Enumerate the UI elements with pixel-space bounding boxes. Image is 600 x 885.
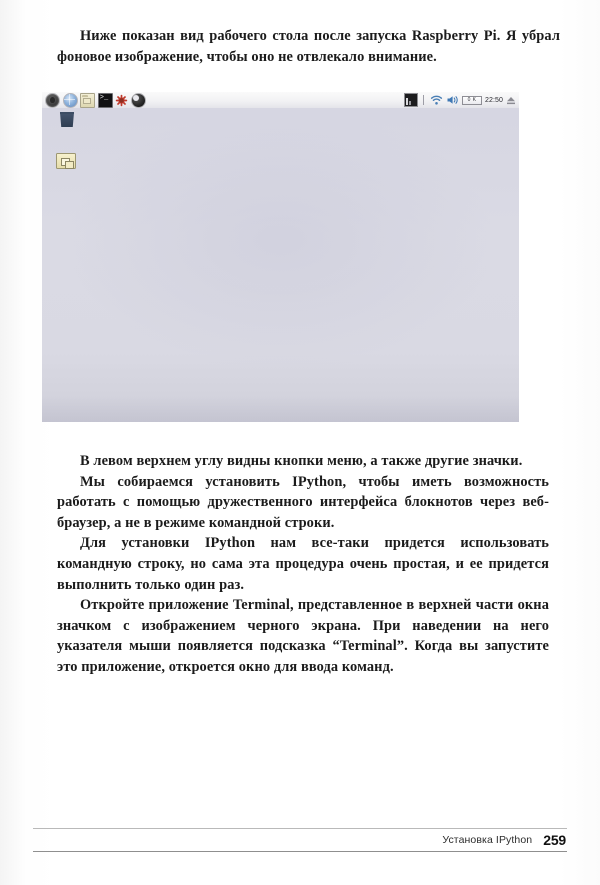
mathematica-icon[interactable] — [115, 94, 128, 107]
cpu-monitor-icon[interactable] — [404, 93, 418, 107]
desktop-taskbar — [42, 92, 519, 108]
footer-rule-bottom — [33, 851, 567, 852]
page-footer — [33, 828, 567, 852]
folder-icon — [56, 153, 76, 169]
desktop-icon-folder[interactable] — [53, 153, 79, 169]
paragraph-1: В левом верхнем углу видны кнопки меню, а также другие значки. — [80, 453, 523, 469]
desktop-surface[interactable] — [42, 108, 519, 422]
taskbar-tray — [404, 93, 516, 107]
terminal-icon[interactable] — [98, 93, 113, 108]
wolfram-icon[interactable] — [131, 93, 146, 108]
paragraph-2: Мы собираемся установить IPython, чтобы иметь возможность работать с помощью дружественного интерфейса блокнотов через веб-браузер, а не в режиме командной строки. — [57, 473, 549, 531]
page-number: 259 — [543, 832, 566, 848]
raspberry-menu-icon[interactable] — [45, 93, 60, 108]
trash-icon — [59, 112, 75, 127]
footer-row — [33, 829, 567, 851]
file-manager-icon[interactable] — [80, 93, 95, 108]
bluetooth-icon[interactable] — [421, 94, 427, 106]
raspberry-pi-desktop-screenshot — [42, 92, 519, 422]
body-text-block — [57, 451, 549, 678]
volume-icon[interactable] — [446, 94, 459, 106]
taskbar-clock[interactable]: 22:50 — [484, 96, 503, 104]
intro-paragraph: Ниже показан вид рабочего стола после запуска Raspberry Pi. Я убрал фоновое изображение, чтобы оно не отвлекало внимание. — [57, 28, 560, 65]
eject-icon[interactable] — [506, 95, 516, 106]
taskbar-launchers — [45, 93, 146, 108]
web-browser-icon[interactable] — [63, 93, 78, 108]
paragraph-4: Откройте приложение Terminal, представленное в верхней части окна значком с изображением черного экрана. При наведении на него указателя мыши появляется подсказка “Terminal”. Когда вы запустите это приложение, откроется окно для ввода команд. — [57, 597, 549, 675]
intro-text-block — [57, 26, 560, 67]
network-rate-indicator[interactable]: 0 K — [462, 96, 482, 105]
paragraph-3: Для установки IPython нам все-таки придется использовать командную строку, но сама эта процедура очень простая, и ее придется выполнить только один раз. — [57, 535, 549, 593]
running-head: Установка IPython — [442, 834, 533, 846]
wifi-icon[interactable] — [430, 94, 443, 106]
desktop-icon-trash[interactable] — [54, 112, 80, 127]
